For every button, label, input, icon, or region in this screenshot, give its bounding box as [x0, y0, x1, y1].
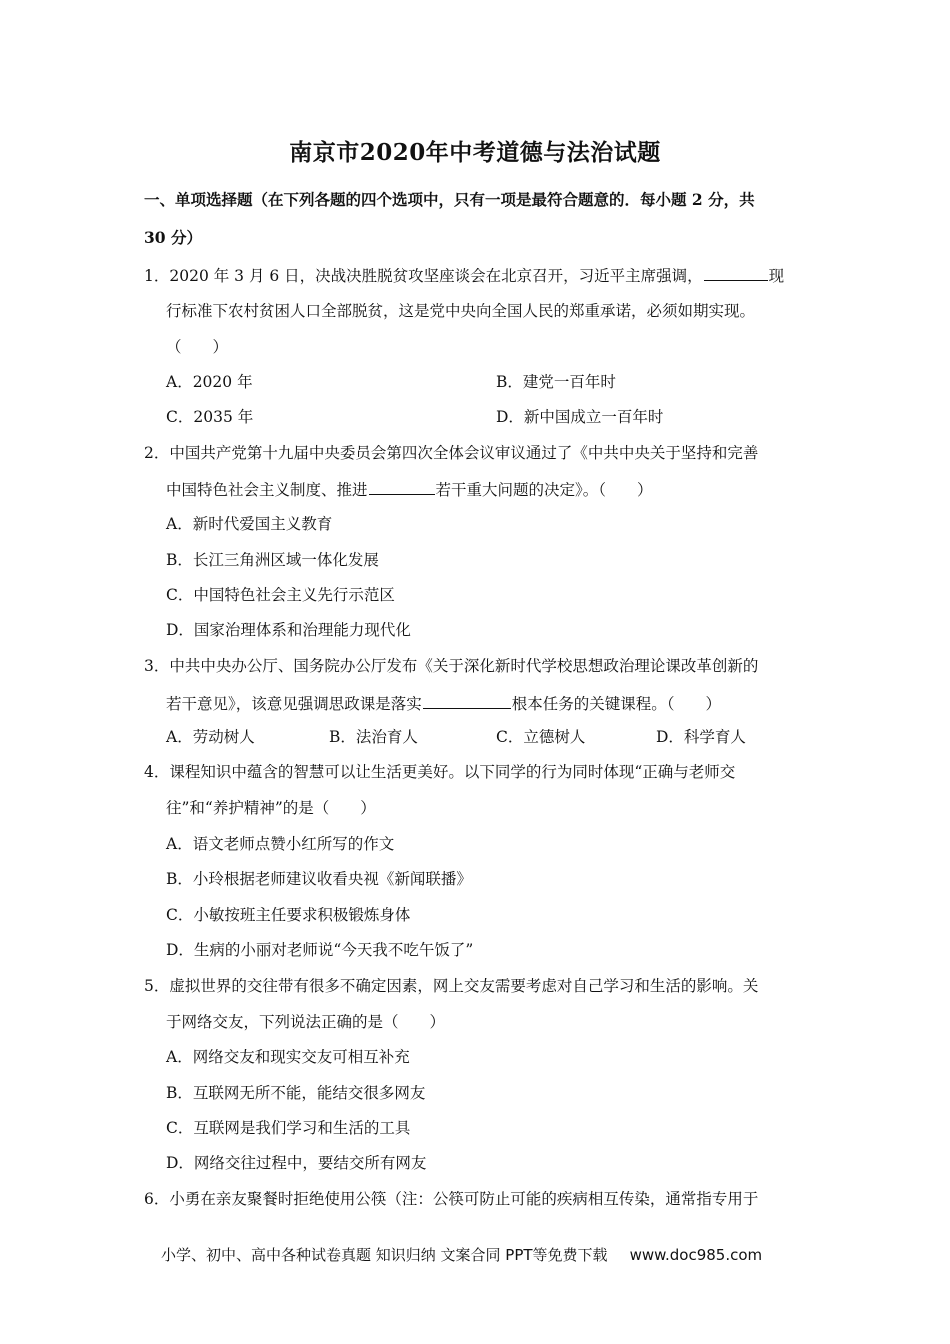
page-footer — [161, 1244, 762, 1265]
q5-line2: 于网络交友，下列说法正确的是（ ） — [166, 1013, 446, 1031]
q6-line1: 6．小勇在亲友聚餐时拒绝使用公筷（注：公筷可防止可能的疾病相互传染，通常指专用于 — [144, 1190, 759, 1208]
q3-blank — [423, 693, 511, 709]
q3-option-d: D．科学育人 — [656, 728, 746, 746]
q2-blank — [369, 479, 435, 495]
q1-stem-start: 1．2020 年 3 月 6 日，决战决胜脱贫攻坚座谈会在北京召开，习近平主席强调， — [144, 267, 703, 285]
q5-option-d: D．网络交往过程中，要结交所有网友 — [166, 1154, 427, 1172]
q5-option-c: C．互联网是我们学习和生活的工具 — [166, 1119, 411, 1137]
q4-option-a: A．语文老师点赞小红所写的作文 — [166, 835, 395, 853]
q2-option-d: D．国家治理体系和治理能力现代化 — [166, 621, 411, 639]
q2-stem-start: 中国特色社会主义制度、推进 — [166, 481, 368, 499]
q2-line2 — [166, 479, 653, 500]
q4-line1: 4．课程知识中蕴含的智慧可以让生活更美好。以下同学的行为同时体现“正确与老师交 — [144, 763, 736, 781]
q1-line1 — [144, 265, 784, 286]
q3-line2 — [166, 693, 721, 714]
q4-option-d: D．生病的小丽对老师说“今天我不吃午饭了” — [166, 941, 474, 959]
q3-option-a: A．劳动树人 — [166, 728, 255, 746]
q1-answer-paren: （ ） — [166, 338, 229, 356]
q5-option-a: A．网络交友和现实交友可相互补充 — [166, 1048, 410, 1066]
q3-line1: 3．中共中央办公厅、国务院办公厅发布《关于深化新时代学校思想政治理论课改革创新的 — [144, 657, 759, 675]
section-heading-line2: 30 分） — [144, 228, 202, 247]
q3-option-c: C．立德树人 — [496, 728, 586, 746]
q4-option-c: C．小敏按班主任要求积极锻炼身体 — [166, 906, 411, 924]
q3-option-b: B．法治育人 — [329, 728, 418, 746]
footer-site-link[interactable]: www.doc985.com — [629, 1246, 763, 1264]
section-heading-line1: 一、单项选择题（在下列各题的四个选项中，只有一项是最符合题意的．每小题 2 分，共 — [144, 190, 755, 209]
q1-stem-end: 现 — [768, 267, 785, 285]
q1-blank — [704, 265, 768, 281]
q1-option-a: A．2020 年 — [166, 373, 253, 391]
q1-option-c: C．2035 年 — [166, 408, 254, 426]
q5-option-b: B．互联网无所不能，能结交很多网友 — [166, 1084, 426, 1102]
q4-line2: 往”和“养护精神”的是（ ） — [166, 799, 376, 817]
footer-text: 小学、初中、高中各种试卷真题 知识归纳 文案合同 PPT等免费下载 — [161, 1246, 608, 1264]
page-title: 南京市2020年中考道德与法治试题 — [289, 139, 661, 166]
q3-stem-start: 若干意见》，该意见强调思政课是落实 — [166, 695, 422, 713]
q5-line1: 5．虚拟世界的交往带有很多不确定因素，网上交友需要考虑对自己学习和生活的影响。关 — [144, 977, 759, 995]
q2-stem-end: 若干重大问题的决定》。（ ） — [435, 481, 653, 499]
q2-line1: 2．中国共产党第十九届中央委员会第四次全体会议审议通过了《中共中央关于坚持和完善 — [144, 444, 759, 462]
q2-option-a: A．新时代爱国主义教育 — [166, 515, 333, 533]
q2-option-c: C．中国特色社会主义先行示范区 — [166, 586, 395, 604]
q3-stem-end: 根本任务的关键课程。（ ） — [511, 695, 722, 713]
q1-line2: 行标准下农村贫困人口全部脱贫，这是党中央向全国人民的郑重承诺，必须如期实现。 — [166, 302, 756, 320]
q1-option-d: D．新中国成立一百年时 — [496, 408, 664, 426]
q2-option-b: B．长江三角洲区域一体化发展 — [166, 551, 379, 569]
q4-option-b: B．小玲根据老师建议收看央视《新闻联播》 — [166, 870, 472, 888]
q1-option-b: B．建党一百年时 — [496, 373, 616, 391]
